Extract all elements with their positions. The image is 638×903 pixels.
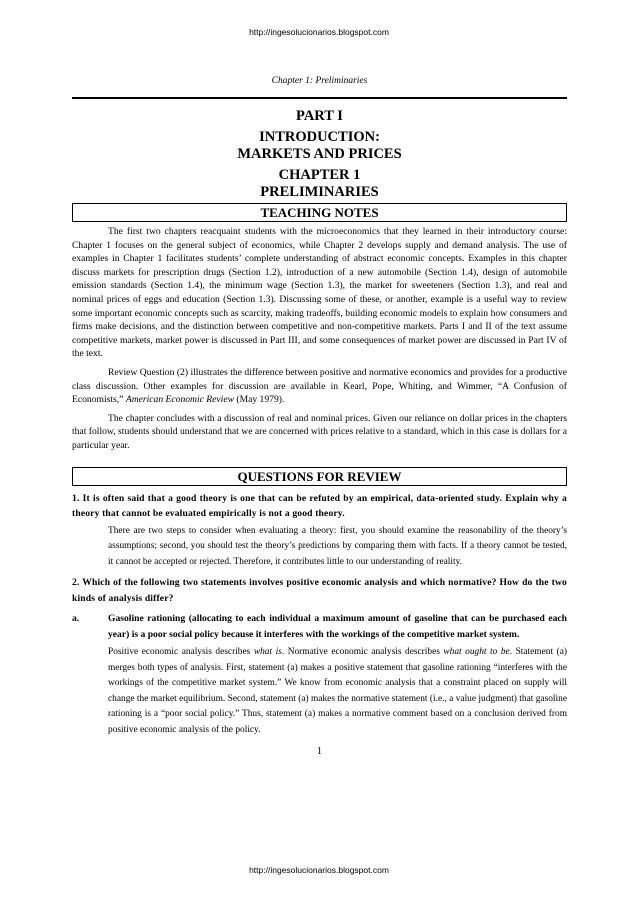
question-2: 2. Which of the following two statements involves positive economic analysis and which normative? How do the two kinds of analysis differ?: [72, 577, 567, 604]
question-1: 1. It is often said that a good theory is one that can be refuted by an empirical, data-oriented study. Explain why a theory that cannot be evaluated empirically is not a good theory.: [72, 492, 567, 519]
header-url[interactable]: http://ingesolucionarios.blogspot.com: [249, 27, 389, 37]
heading-block: [72, 108, 567, 201]
footer-url[interactable]: http://ingesolucionarios.blogspot.com: [249, 865, 389, 875]
paragraph-2-text: Review Question (2) illustrates the difference between positive and normative economics and provides for a productive class discussion. Other examples for discussion are available in Kearl, Pope, Whiting, and Wimmer, “A Confusion of Economists,”: [72, 366, 567, 406]
teaching-notes-title: TEACHING NOTES: [72, 203, 567, 222]
journal-title: American Economic Review: [125, 394, 234, 406]
teaching-notes-paragraph-2: [72, 366, 567, 407]
paragraph-2-citation: (May 1979).: [233, 394, 285, 406]
question-2a-text: Gasoline rationing (allocating to each individual a maximum amount of gasoline that can be purchased each year) is a poor social policy because it interferes with the workings of the competitive market system.: [108, 613, 567, 640]
page-number: 1: [317, 746, 322, 757]
question-2a-label: a.: [72, 613, 80, 624]
review-questions-title: QUESTIONS FOR REVIEW: [72, 467, 567, 486]
question-2a: [72, 611, 567, 642]
page-content: [72, 76, 567, 757]
answer-2a-what-ought: what ought to be: [443, 647, 510, 657]
chapter-title: PRELIMINARIES: [260, 184, 379, 200]
markets-heading: MARKETS AND PRICES: [237, 146, 402, 162]
part-heading: PART I: [296, 108, 343, 124]
chapter-heading: CHAPTER 1: [278, 167, 361, 183]
answer-2a-what-is: what is: [253, 647, 282, 657]
answer-2a-part-3: . Statement (a) merges both types of analysis. First, statement (a) makes a positive statement that gasoline rationing “interferes with the workings of the competitive market system.” We know from economic analysis that a constraint placed on supply will change the market equilibrium. Second, statement (a) makes the normative statement (i.e., a value judgment) that gasoline rationing is a “poor social policy.” Thus, statement (a) makes a normative comment based on a conclusion derived from positive economic analysis of the policy.: [108, 647, 567, 735]
answer-1: There are two steps to consider when evaluating a theory: first, you should examine the reasonability of the theory’s assumptions; second, you should test the theory’s predictions by comparing them with facts. If a theory cannot be tested, it cannot be accepted or rejected. Therefore, it contributes little to our understanding of reality.: [108, 525, 567, 567]
answer-2a: [108, 645, 567, 738]
header-rule: [72, 97, 567, 99]
teaching-notes: [72, 225, 567, 453]
answer-2a-part-1: Positive economic analysis describes: [108, 647, 254, 657]
teaching-notes-paragraph-1: The first two chapters reacquaint students with the microeconomics that they learned in their introductory course: Chapter 1 focuses on the general subject of economics, while Chapter 2 develops supply and demand analysis. The use of examples in Chapter 1 facilitates students’ complete understanding of abstract economic concepts. Examples in this chapter discuss markets for prescription drugs (Section 1.2), introduction of a new automobile (Section 1.4), design of automobile emission standards (Section 1.4), the minimum wage (Section 1.3), the market for sweeteners (Section 1.3), and real and nominal prices of eggs and education (Section 1.3). Discussing some of these, or another, example is a useful way to review some important economic concepts such as scarcity, making tradeoffs, building economic models to explain how consumers and firms make decisions, and the distinction between competitive and non-competitive markets. Parts I and II of the text assume competitive markets, market power is discussed in Part III, and some consequences of market power are discussed in Part IV of the text.: [72, 226, 567, 360]
teaching-notes-paragraph-3: The chapter concludes with a discussion of real and nominal prices. Given our reliance on dollar prices in the chapters that follow, students should understand that we are concerned with prices relative to a standard, which in this case is dollars for a particular year.: [72, 412, 567, 451]
running-header: Chapter 1: Preliminaries: [271, 76, 368, 86]
intro-heading: INTRODUCTION:: [259, 129, 380, 145]
answer-2a-part-2: . Normative economic analysis describes: [281, 647, 444, 657]
